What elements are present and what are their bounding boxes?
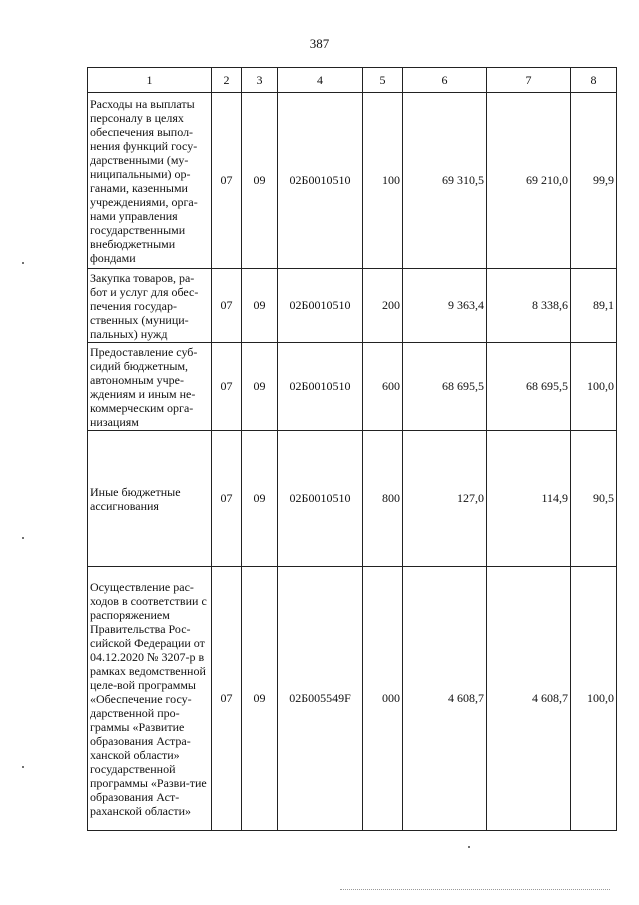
- row-name: Предоставление суб-сидий бюджетным, автономным учре-ждениям и иным не-коммерческим орга-низациям: [88, 343, 212, 431]
- row-expense-type: 100: [363, 93, 403, 269]
- row-target-article: 02Б0010510: [278, 269, 363, 343]
- row-target-article: 02Б0010510: [278, 343, 363, 431]
- header-col-5: 5: [363, 68, 403, 93]
- row-expense-type: 800: [363, 431, 403, 567]
- row-plan-amount: 68 695,5: [403, 343, 487, 431]
- scan-edge-line: [340, 889, 610, 890]
- row-plan-amount: 127,0: [403, 431, 487, 567]
- row-expense-type: 200: [363, 269, 403, 343]
- row-target-article: 02Б0010510: [278, 431, 363, 567]
- budget-table: [87, 67, 617, 831]
- row-subsection: 09: [242, 343, 278, 431]
- row-actual-amount: 114,9: [487, 431, 571, 567]
- row-subsection: 09: [242, 93, 278, 269]
- table-row: [88, 343, 617, 431]
- scan-speck: [22, 262, 24, 264]
- page-number: 387: [309, 36, 330, 51]
- row-plan-amount: 69 310,5: [403, 93, 487, 269]
- header-col-1: 1: [88, 68, 212, 93]
- row-subsection: 09: [242, 431, 278, 567]
- row-name: Осуществление рас-ходов в соответствии с распоряжением Правительства Рос-сийской Федерации от 04.12.2020 № 3207-р в рамках ведомственной целе-вой программы «Обеспечение госу-дарственной про-граммы «Развитие образования Астра-ханской области» государственной программы «Разви-тие образования Аст-раханской области»: [88, 567, 212, 831]
- row-section: 07: [212, 431, 242, 567]
- row-percent: 90,5: [571, 431, 617, 567]
- row-expense-type: 600: [363, 343, 403, 431]
- table-row: [88, 269, 617, 343]
- row-section: 07: [212, 343, 242, 431]
- header-col-6: 6: [403, 68, 487, 93]
- row-expense-type: 000: [363, 567, 403, 831]
- row-subsection: 09: [242, 269, 278, 343]
- scan-speck: [22, 537, 24, 539]
- row-actual-amount: 8 338,6: [487, 269, 571, 343]
- row-percent: 100,0: [571, 567, 617, 831]
- table-row: [88, 93, 617, 269]
- row-plan-amount: 4 608,7: [403, 567, 487, 831]
- header-col-7: 7: [487, 68, 571, 93]
- header-col-2: 2: [212, 68, 242, 93]
- scan-speck: [22, 766, 24, 768]
- row-section: 07: [212, 93, 242, 269]
- row-name: Иные бюджетные ассигнования: [88, 431, 212, 567]
- table-row: [88, 567, 617, 831]
- row-percent: 89,1: [571, 269, 617, 343]
- header-col-3: 3: [242, 68, 278, 93]
- row-target-article: 02Б005549F: [278, 567, 363, 831]
- table-row: [88, 431, 617, 567]
- row-actual-amount: 4 608,7: [487, 567, 571, 831]
- row-section: 07: [212, 269, 242, 343]
- row-plan-amount: 9 363,4: [403, 269, 487, 343]
- header-row: [88, 68, 617, 93]
- header-col-4: 4: [278, 68, 363, 93]
- row-actual-amount: 69 210,0: [487, 93, 571, 269]
- row-percent: 99,9: [571, 93, 617, 269]
- row-actual-amount: 68 695,5: [487, 343, 571, 431]
- row-percent: 100,0: [571, 343, 617, 431]
- row-section: 07: [212, 567, 242, 831]
- scan-speck: [468, 846, 470, 848]
- row-target-article: 02Б0010510: [278, 93, 363, 269]
- row-name: Закупка товаров, ра-бот и услуг для обес-печения государ-ственных (муници-пальных) нужд: [88, 269, 212, 343]
- row-subsection: 09: [242, 567, 278, 831]
- header-col-8: 8: [571, 68, 617, 93]
- row-name: Расходы на выплаты персоналу в целях обеспечения выпол-нения функций госу-дарственными (му-ниципальными) ор-ганами, казенными учреждениями, орга-нами управления государственными внебюджетными фондами: [88, 93, 212, 269]
